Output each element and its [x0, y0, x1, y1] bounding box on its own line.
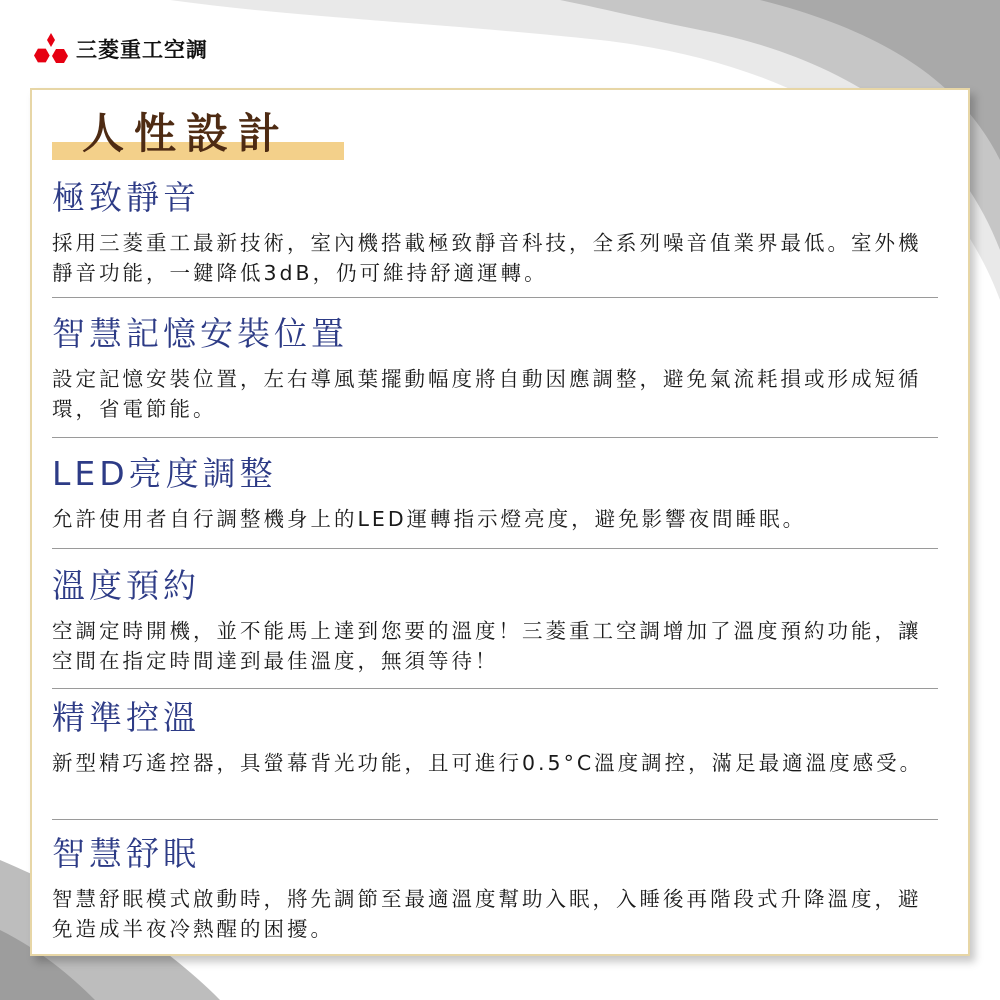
- page-heading-block: [52, 108, 344, 160]
- section-title: LED亮度調整: [52, 454, 277, 493]
- section-body: 採用三菱重工最新技術，室內機搭載極致靜音科技，全系列噪音值業界最低。室外機靜音功能，一鍵降低3dB，仍可維持舒適運轉。: [52, 231, 922, 285]
- section-title: 智慧記憶安裝位置: [52, 314, 348, 353]
- section-title: 精準控溫: [52, 698, 200, 737]
- section-quiet: [52, 178, 938, 288]
- section-divider: [52, 297, 938, 298]
- section-divider: [52, 819, 938, 820]
- brand-logo: [34, 32, 208, 66]
- page-title: 人性設計: [82, 109, 291, 158]
- brand-name: 三菱重工空調: [76, 38, 208, 62]
- section-title: 智慧舒眠: [52, 834, 200, 873]
- section-body: 設定記憶安裝位置，左右導風葉擺動幅度將自動因應調整，避免氣流耗損或形成短循環，省電節能。: [52, 367, 922, 421]
- section-divider: [52, 688, 938, 689]
- section-divider: [52, 437, 938, 438]
- section-install-memory: [52, 314, 938, 424]
- section-body: 新型精巧遙控器，具螢幕背光功能，且可進行0.5°C溫度調控，滿足最適溫度感受。: [52, 751, 924, 775]
- section-body: 智慧舒眠模式啟動時，將先調節至最適溫度幫助入眠，入睡後再階段式升降溫度，避免造成半夜冷熱醒的困擾。: [52, 887, 922, 941]
- section-body: 空調定時開機，並不能馬上達到您要的溫度！三菱重工空調增加了溫度預約功能，讓空間在指定時間達到最佳溫度，無須等待！: [52, 619, 922, 673]
- section-title: 極致靜音: [52, 178, 200, 217]
- section-precise-temperature: [52, 698, 938, 778]
- section-led-brightness: [52, 454, 938, 534]
- section-body: 允許使用者自行調整機身上的LED運轉指示燈亮度，避免影響夜間睡眠。: [52, 507, 807, 531]
- feature-panel: [30, 88, 970, 956]
- section-title: 溫度預約: [52, 566, 200, 605]
- mitsubishi-three-diamond-icon: [34, 32, 68, 66]
- section-divider: [52, 548, 938, 549]
- section-temperature-schedule: [52, 566, 938, 676]
- section-smart-sleep: [52, 834, 938, 944]
